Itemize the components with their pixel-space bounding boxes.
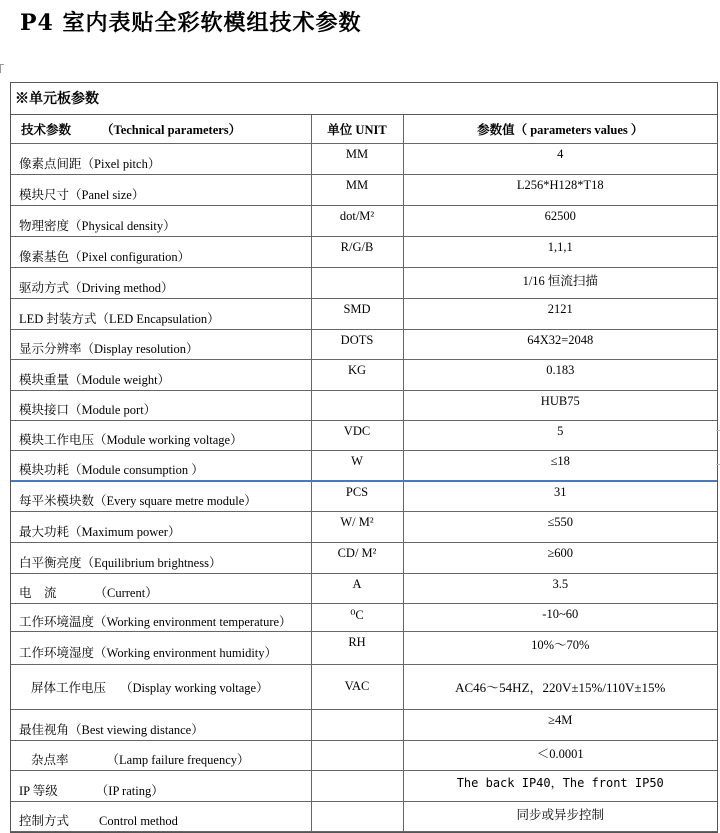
margin-mark [0, 64, 4, 73]
param-name-cell [11, 390, 311, 420]
param-name-cn: 白平衡亮度 [19, 555, 82, 570]
param-name-cn: 最佳视角 [19, 722, 70, 737]
unit-cell: ⁰C [311, 603, 403, 631]
param-name-en: （IP rating） [95, 783, 164, 798]
table-row [11, 740, 717, 770]
param-name-cn: 像素基色 [19, 249, 70, 264]
value-cell: ≤550 [403, 511, 717, 542]
param-name-cn: 屏体工作电压 [31, 680, 107, 695]
value-cell: 31 [403, 481, 717, 511]
param-name-cn: 模块接口 [19, 403, 70, 417]
value-cell: 5 [403, 420, 717, 450]
unit-cell: RH [311, 631, 403, 664]
margin-tick [716, 464, 720, 465]
unit-cell [311, 740, 403, 770]
unit-cell: VAC [311, 664, 403, 709]
param-name-cell [11, 205, 311, 236]
header-param: 技术参数 [21, 122, 72, 137]
header-param-en: （Technical parameters） [101, 122, 242, 137]
table-row [11, 450, 717, 481]
param-name-en: （Driving method） [69, 280, 174, 295]
unit-cell [311, 390, 403, 420]
param-name-en: （Current） [94, 586, 158, 600]
table-row [11, 664, 717, 709]
param-name-cn: 工作环境湿度 [19, 645, 95, 660]
value-cell: 4 [403, 143, 717, 174]
table-row [11, 359, 717, 390]
param-name-cn: 每平米模块数 [19, 494, 95, 509]
param-name-cell [11, 631, 311, 664]
unit-cell: A [311, 573, 403, 603]
value-cell: 64X32=2048 [403, 329, 717, 359]
param-name-cn: 工作环境温度 [19, 615, 95, 629]
table-row [11, 770, 717, 801]
param-name-cell [11, 329, 311, 359]
param-name-en: （Module working voltage） [94, 433, 243, 447]
param-name-cn: 模块工作电压 [19, 433, 95, 447]
table-row [11, 143, 717, 174]
param-name-en: （Module port） [69, 403, 157, 417]
unit-cell: PCS [311, 481, 403, 511]
parameter-table-frame [10, 82, 718, 833]
param-name-cn: IP 等级 [19, 783, 58, 798]
param-name-cn: 驱动方式 [19, 280, 70, 295]
header-param-cell [11, 115, 311, 143]
page-title: P4 室内表贴全彩软模组技术参数 [20, 10, 362, 36]
value-cell: 62500 [403, 205, 717, 236]
param-name-en: （Display resolution） [81, 342, 199, 356]
param-name-cell [11, 770, 311, 801]
table-row [11, 481, 717, 511]
table-row [11, 511, 717, 542]
param-name-cell [11, 573, 311, 603]
param-name-cn: 控制方式 [19, 814, 70, 828]
param-name-cell [11, 143, 311, 174]
param-name-cn: 杂点率 [31, 753, 69, 767]
param-name-cell [11, 740, 311, 770]
table-row [11, 236, 717, 267]
param-name-cell [11, 603, 311, 631]
value-cell: 2121 [403, 298, 717, 329]
table-row [11, 603, 717, 631]
section-title: ※单元板参数 [11, 83, 717, 115]
param-name-en: （Module weight） [69, 372, 171, 387]
param-name-cell [11, 450, 311, 481]
unit-cell: R/G/B [311, 236, 403, 267]
table-row [11, 709, 717, 740]
value-cell: AC46～54HZ，220V±15%/110V±15% [403, 664, 717, 709]
param-name-en: （Equilibrium brightness） [81, 555, 222, 570]
table-row [11, 390, 717, 420]
param-name-en: （Pixel configuration） [69, 249, 191, 264]
param-name-en: （Working environment temperature） [94, 615, 292, 629]
value-cell: ≥4M [403, 709, 717, 740]
value-cell: HUB75 [403, 390, 717, 420]
unit-cell: DOTS [311, 329, 403, 359]
value-cell: 同步或异步控制 [403, 801, 717, 831]
margin-tick [716, 430, 720, 431]
value-cell: 3.5 [403, 573, 717, 603]
value-cell: The back IP40，The front IP50 [403, 770, 717, 801]
param-name-cell [11, 298, 311, 329]
param-name-cn: 模块功耗 [19, 463, 70, 478]
unit-cell: KG [311, 359, 403, 390]
param-name-cn: 电 流 [19, 586, 57, 600]
param-name-cell [11, 481, 311, 511]
param-name-cell [11, 420, 311, 450]
param-name-cell [11, 511, 311, 542]
table-row [11, 542, 717, 573]
table-row [11, 298, 717, 329]
unit-cell [311, 267, 403, 298]
param-name-en: （Pixel pitch） [81, 156, 161, 171]
table-row [11, 174, 717, 205]
param-name-en: （LED Encapsulation） [96, 311, 220, 326]
unit-cell [311, 801, 403, 831]
value-cell: ＜0.0001 [403, 740, 717, 770]
param-name-en: （Display working voltage） [120, 680, 269, 695]
unit-cell: W/ M² [311, 511, 403, 542]
unit-cell: MM [311, 143, 403, 174]
header-unit: 单位 UNIT [311, 115, 403, 143]
param-name-cn: LED 封装方式 [19, 311, 97, 326]
value-cell: 1/16 恒流扫描 [403, 267, 717, 298]
value-cell: 0.183 [403, 359, 717, 390]
unit-cell: dot/M² [311, 205, 403, 236]
value-cell: 10%～70% [403, 631, 717, 664]
unit-cell: CD/ M² [311, 542, 403, 573]
table-row [11, 801, 717, 831]
param-name-cell [11, 542, 311, 573]
table-row [11, 267, 717, 298]
table-row [11, 573, 717, 603]
header-value: 参数值（ parameters values ） [403, 115, 717, 143]
param-name-cell [11, 664, 311, 709]
param-name-cn: 物理密度 [19, 218, 70, 233]
param-name-cn: 显示分辨率 [19, 342, 82, 356]
param-name-en: （Every square metre module） [94, 494, 257, 509]
param-name-en: （Maximum power） [69, 524, 181, 539]
unit-cell: W [311, 450, 403, 481]
param-name-en: （Panel size） [69, 187, 145, 202]
table-header-row [11, 115, 717, 143]
unit-cell: MM [311, 174, 403, 205]
unit-cell [311, 770, 403, 801]
value-cell: ≤18 [403, 450, 717, 481]
value-cell: ≥600 [403, 542, 717, 573]
param-name-cell [11, 236, 311, 267]
unit-cell: SMD [311, 298, 403, 329]
param-name-cell [11, 359, 311, 390]
value-cell: 1,1,1 [403, 236, 717, 267]
param-name-cn: 最大功耗 [19, 524, 70, 539]
value-cell: L256*H128*T18 [403, 174, 717, 205]
table-row [11, 205, 717, 236]
table-row [11, 329, 717, 359]
param-name-cn: 模块重量 [19, 372, 70, 387]
param-name-en: （Working environment humidity） [94, 645, 278, 660]
param-name-cn: 模块尺寸 [19, 187, 70, 202]
param-name-cell [11, 267, 311, 298]
param-name-en: （Best viewing distance） [69, 722, 204, 737]
unit-cell [311, 709, 403, 740]
value-cell: -10~60 [403, 603, 717, 631]
param-name-en: （Module consumption ） [69, 463, 204, 478]
unit-cell: VDC [311, 420, 403, 450]
param-name-en: Control method [99, 814, 178, 828]
param-name-en: （Physical density） [69, 218, 176, 233]
param-name-cell [11, 709, 311, 740]
param-name-en: （Lamp failure frequency） [106, 753, 250, 767]
param-name-cn: 像素点间距 [19, 156, 82, 171]
param-name-cell [11, 174, 311, 205]
param-name-cell [11, 801, 311, 831]
parameter-table [11, 115, 717, 832]
table-row [11, 631, 717, 664]
table-row [11, 420, 717, 450]
